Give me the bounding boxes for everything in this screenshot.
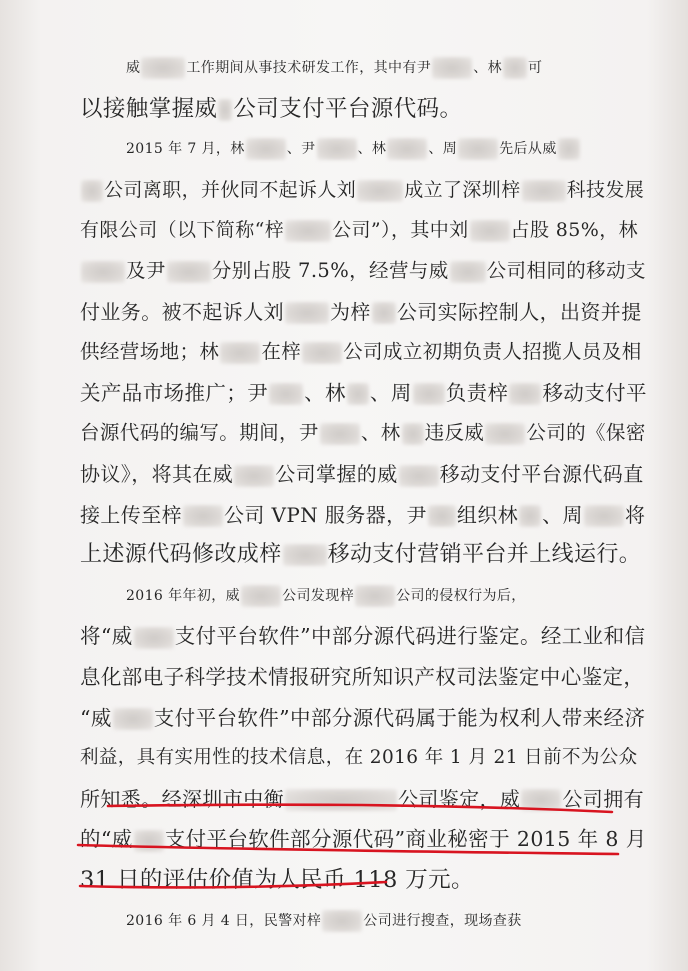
text-segment: 支付平台软件”中部分源代码属于能为权利人带来经济 [153, 705, 646, 730]
text-segment: 占股 85%，林 [510, 219, 639, 242]
text-segment: 31 日的评估价值为人民币 118 万元。 [80, 867, 474, 893]
text-segment: 负责梓 [445, 380, 509, 405]
text-segment: 公司 VPN 服务器，尹 [224, 502, 427, 527]
text-segment: 移动支付营销平台并上线运行。 [327, 542, 642, 568]
text-segment: 、尹 [286, 141, 316, 158]
red-underline-1 [108, 805, 612, 812]
text-segment: 及尹 [126, 259, 166, 282]
text-segment: 公司发现梓 [282, 587, 355, 604]
text-segment: 公司进行搜查，现场查获 [363, 912, 522, 929]
text-segment: 、林 [473, 60, 503, 76]
text-segment: 公司鉴定，威 [398, 786, 521, 811]
text-segment: 2015 年 7 月，林 [126, 141, 245, 158]
text-segment: 关产品市场推广；尹 [80, 380, 269, 405]
text-segment: 公司支付平台源代码。 [233, 95, 463, 122]
text-segment: “威 [80, 705, 112, 730]
text-segment: 所知悉。经深圳市中衡 [80, 786, 284, 811]
text-segment: 工作期间从事技术研发工作，其中有尹 [186, 60, 432, 76]
text-segment: 利益，具有实用性的技术信息，在 2016 年 1 月 21 日前不为公众 [80, 747, 638, 769]
text-segment: 的“威 [80, 827, 133, 852]
text-segment: 可 [528, 60, 543, 76]
text-segment: 公司的侵权行为后， [396, 587, 526, 604]
text-segment: 公司相同的移动支 [486, 259, 646, 282]
text-segment: 移动支付平 [542, 380, 647, 405]
text-segment: 、周 [428, 141, 458, 158]
text-segment: 、林 [360, 421, 401, 445]
text-segment: 接上传至梓 [80, 502, 182, 527]
text-segment: 先后从威 [499, 141, 557, 158]
text-segment: 支付平台软件部分源代码”商业秘密于 2015 年 8 月 [164, 827, 647, 852]
text-segment: 科技发展 [566, 178, 645, 201]
red-underline-2 [78, 845, 618, 854]
red-underline-3 [80, 882, 386, 887]
text-segment: 公司拥有 [562, 786, 645, 811]
text-segment: 公司成立初期负责人招揽人员及相 [343, 340, 642, 364]
text-segment: 付业务。被不起诉人刘 [80, 299, 284, 324]
text-segment: 公司实际控制人，出资并提 [396, 299, 642, 324]
text-segment: 、林 [357, 141, 387, 158]
text-segment: 威 [126, 60, 141, 76]
text-segment: 将“威 [80, 624, 133, 649]
text-segment: 供经营场地；林 [80, 340, 220, 364]
text-segment: 支付平台软件”中部分源代码进行鉴定。经工业和信 [174, 624, 646, 649]
text-segment: 2016 年 6 月 4 日，民警对梓 [126, 912, 322, 929]
text-segment: 有限公司（以下简称“梓 [80, 219, 285, 242]
text-segment: 、周 [369, 380, 412, 405]
text-segment: 移动支付平台源代码直 [439, 462, 644, 486]
text-segment: 台源代码的编写。期间，尹 [80, 421, 319, 445]
text-segment: 公司掌握的威 [275, 462, 398, 486]
text-segment: 、林 [304, 380, 346, 405]
text-segment: 协议》，将其在威 [80, 462, 234, 486]
text-segment: 公司离职，并伙同不起诉人刘 [104, 178, 357, 201]
text-segment: 以接触掌握威 [80, 95, 218, 122]
text-segment: 在梓 [261, 340, 302, 364]
text-segment: 违反威 [424, 421, 485, 445]
text-segment: 、周 [542, 502, 583, 527]
text-segment: 息化部电子科学技术情报研究所知识产权司法鉴定中心鉴定， [80, 665, 645, 689]
text-segment: 将 [624, 502, 646, 527]
text-segment: 成立了深圳梓 [404, 178, 521, 201]
text-segment: 2016 年年初，威 [126, 587, 241, 604]
text-segment: 公司”），其中刘 [332, 219, 469, 242]
text-segment: 分别占股 7.5%，经营与威 [211, 259, 449, 282]
text-segment: 公司的《保密 [526, 421, 646, 445]
text-segment: 组织林 [456, 502, 519, 527]
text-segment: 上述源代码修改成梓 [80, 542, 282, 568]
text-segment: 为梓 [330, 299, 371, 324]
